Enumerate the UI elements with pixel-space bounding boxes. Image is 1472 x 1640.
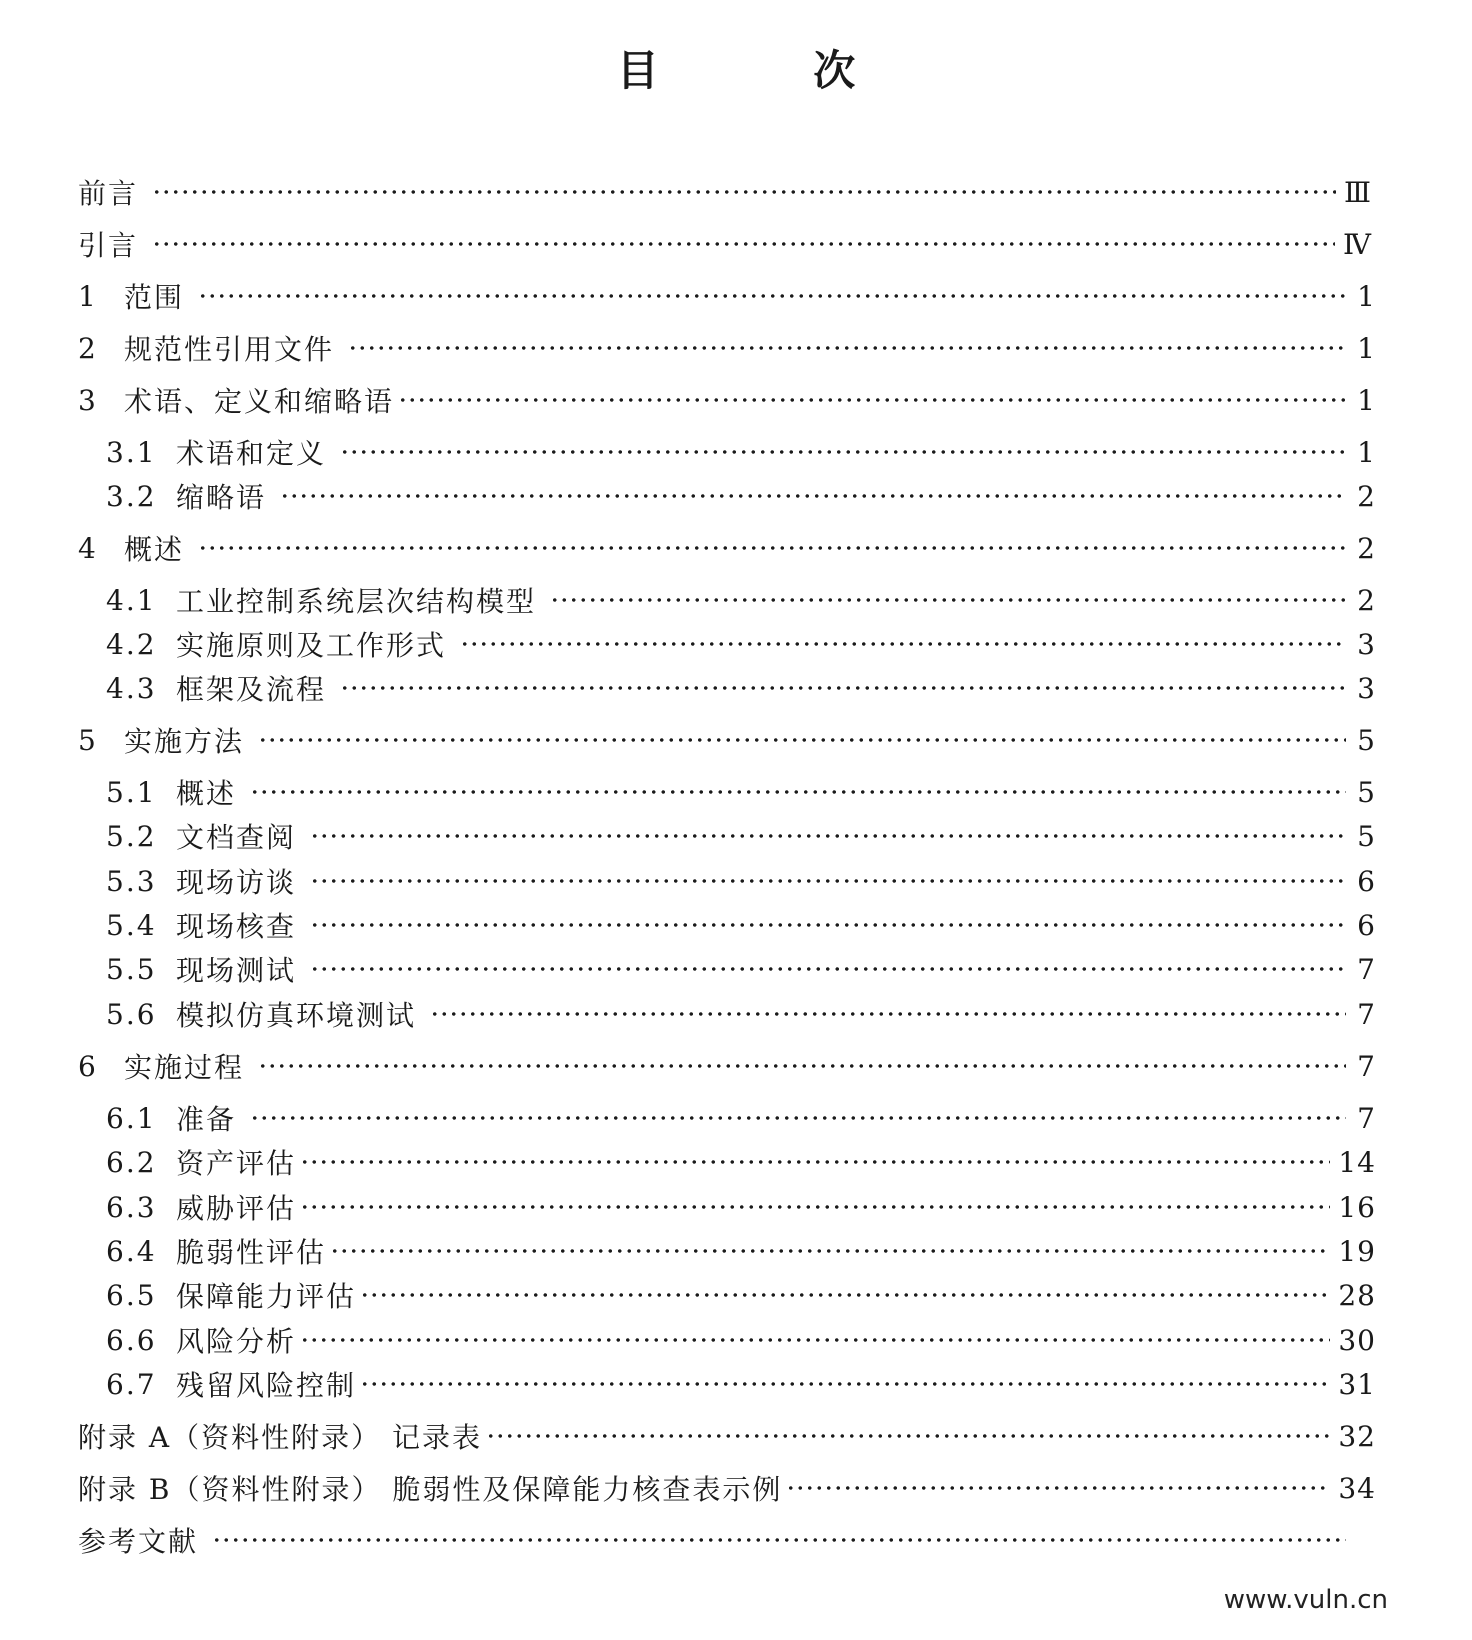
- toc-leader-dots: [250, 1116, 1346, 1120]
- toc-entry-number: 3: [78, 383, 98, 417]
- toc-entry-label: 风险分析: [176, 1325, 297, 1358]
- toc-entry-page: 14: [1338, 1145, 1376, 1179]
- toc-entry-page: 34: [1338, 1471, 1376, 1505]
- toc-entry-page: 5: [1357, 775, 1376, 809]
- toc-entry-number: 6.7: [106, 1367, 157, 1401]
- toc-entry-page: 32: [1338, 1419, 1376, 1453]
- toc-entry-page: 6: [1357, 864, 1376, 898]
- toc-leader-dots: [310, 834, 1346, 838]
- toc-leader-dots: [460, 642, 1346, 646]
- page-title: 目 次: [616, 46, 926, 95]
- toc-entry[interactable]: [106, 1275, 1376, 1315]
- toc-leader-dots: [310, 879, 1346, 883]
- toc-entry-page: Ⅲ: [1343, 175, 1372, 209]
- toc-entry-label: 残留风险控制: [176, 1369, 357, 1402]
- toc-entry-page: 7: [1357, 1101, 1376, 1135]
- toc-leader-dots: [360, 1293, 1330, 1297]
- toc-entry[interactable]: [78, 328, 1376, 368]
- watermark: www.vuln.cn: [1220, 1585, 1392, 1615]
- toc-entry-number: 5.4: [106, 908, 157, 942]
- toc-entry-label: 规范性引用文件: [124, 333, 335, 366]
- toc-entry-page: 6: [1357, 908, 1376, 942]
- toc-entry[interactable]: [106, 624, 1376, 664]
- toc-entry[interactable]: [106, 1320, 1376, 1360]
- toc-entry-page: 1: [1357, 435, 1376, 469]
- toc-entry-page: Ⅳ: [1343, 227, 1372, 261]
- toc-entry[interactable]: [78, 380, 1376, 420]
- toc-entry[interactable]: [106, 1187, 1376, 1227]
- toc-entry-page: 19: [1338, 1234, 1376, 1268]
- toc-leader-dots: [280, 494, 1346, 498]
- toc-entry-label: 脆弱性评估: [176, 1236, 327, 1269]
- toc-entry-label: 概述: [124, 533, 185, 566]
- toc-entry-label: 参考文献: [78, 1525, 199, 1558]
- toc-leader-dots: [300, 1205, 1330, 1209]
- toc-entry-number: 1: [78, 279, 98, 313]
- toc-entry[interactable]: [106, 772, 1376, 812]
- toc-entry-number: 5.6: [106, 997, 157, 1031]
- toc-entry-label: 文档查阅: [176, 821, 297, 854]
- toc-entry-number: 6.3: [106, 1190, 157, 1224]
- toc-entry[interactable]: [106, 476, 1376, 516]
- toc-entry-label: 威胁评估: [176, 1192, 297, 1225]
- toc-entry-page: 1: [1357, 383, 1376, 417]
- toc-entry-number: 6: [78, 1049, 98, 1083]
- toc-entry[interactable]: [106, 905, 1376, 945]
- toc-entry-number: 5.3: [106, 864, 157, 898]
- toc-entry-label: 资产评估: [176, 1147, 297, 1180]
- toc-entry-label: 引言: [78, 229, 139, 262]
- toc-entry[interactable]: [78, 720, 1376, 760]
- toc-leader-dots: [258, 738, 1346, 742]
- toc-entry-page: 3: [1357, 671, 1376, 705]
- toc-entry-page: 3: [1357, 627, 1376, 661]
- toc-leader-dots: [398, 398, 1346, 402]
- toc-entry-label: 框架及流程: [176, 673, 327, 706]
- toc-entry-page: 1: [1357, 279, 1376, 313]
- toc-entry[interactable]: [106, 1142, 1376, 1182]
- toc-entry-label: 现场核查: [176, 910, 297, 943]
- toc-entry-number: 6.6: [106, 1323, 157, 1357]
- toc-entry-page: 31: [1338, 1367, 1376, 1401]
- toc-entry-page: 5: [1357, 819, 1376, 853]
- toc-leader-dots: [212, 1538, 1346, 1542]
- toc-leader-dots: [430, 1012, 1346, 1016]
- toc-entry-page: 28: [1338, 1278, 1376, 1312]
- toc-leader-dots: [300, 1338, 1330, 1342]
- toc-entry-number: 6.1: [106, 1101, 157, 1135]
- toc-leader-dots: [310, 923, 1346, 927]
- toc-entry-page: 30: [1338, 1323, 1376, 1357]
- toc-entry-label: 实施原则及工作形式: [176, 629, 447, 662]
- toc-leader-dots: [486, 1434, 1330, 1438]
- toc-leader-dots: [786, 1486, 1330, 1490]
- toc-leader-dots: [198, 294, 1346, 298]
- toc-entry[interactable]: [106, 432, 1376, 472]
- toc-leader-dots: [340, 686, 1346, 690]
- toc-entry-number: 6.4: [106, 1234, 157, 1268]
- toc-entry-label: 工业控制系统层次结构模型: [176, 585, 537, 618]
- toc-entry-number: 4.2: [106, 627, 157, 661]
- toc-leader-dots: [340, 450, 1346, 454]
- toc-entry-page: 2: [1357, 479, 1376, 513]
- toc-entry-page: 16: [1338, 1190, 1376, 1224]
- toc-entry-label: 实施方法: [124, 725, 245, 758]
- toc-entry-page: 2: [1357, 531, 1376, 565]
- toc-leader-dots: [152, 242, 1335, 246]
- toc-entry-number: 5.2: [106, 819, 157, 853]
- toc-entry-label: 概述: [176, 777, 237, 810]
- toc-leader-dots: [310, 967, 1346, 971]
- toc-entry-label: 附录 A（资料性附录） 记录表: [78, 1421, 483, 1454]
- toc-entry-page: 5: [1357, 723, 1376, 757]
- toc-entry[interactable]: [106, 1098, 1376, 1138]
- toc-entry-page: 7: [1357, 997, 1376, 1031]
- toc-entry[interactable]: [78, 276, 1376, 316]
- toc-entry-label: 模拟仿真环境测试: [176, 999, 417, 1032]
- toc-entry-page: 2: [1357, 583, 1376, 617]
- toc-entry-number: 6.5: [106, 1278, 157, 1312]
- toc-entry-label: 术语和定义: [176, 437, 327, 470]
- toc-entry-number: 5: [78, 723, 98, 757]
- toc-entry-label: 附录 B（资料性附录） 脆弱性及保障能力核查表示例: [78, 1473, 783, 1506]
- toc-entry-page: 7: [1357, 952, 1376, 986]
- toc-leader-dots: [250, 790, 1346, 794]
- toc-leader-dots: [330, 1249, 1330, 1253]
- toc-entry-number: 6.2: [106, 1145, 157, 1179]
- toc-entry[interactable]: [106, 1231, 1376, 1271]
- toc-entry-number: 3.1: [106, 435, 157, 469]
- toc-entry[interactable]: [78, 224, 1372, 264]
- toc-leader-dots: [198, 546, 1346, 550]
- toc-entry-label: 术语、定义和缩略语: [124, 385, 395, 418]
- toc-entry-number: 4: [78, 531, 98, 565]
- toc-entry[interactable]: [106, 994, 1376, 1034]
- toc-entry[interactable]: [106, 1364, 1376, 1404]
- toc-entry-number: 4.1: [106, 583, 157, 617]
- toc-entry[interactable]: [78, 1520, 1376, 1560]
- toc-entry-label: 保障能力评估: [176, 1280, 357, 1313]
- toc-leader-dots: [348, 346, 1346, 350]
- toc-leader-dots: [550, 598, 1346, 602]
- toc-entry[interactable]: [106, 580, 1376, 620]
- toc-entry-number: 2: [78, 331, 98, 365]
- toc-entry[interactable]: [78, 528, 1376, 568]
- toc-entry[interactable]: [78, 1416, 1376, 1456]
- toc-entry-number: 5.1: [106, 775, 157, 809]
- toc-entry[interactable]: [78, 1046, 1376, 1086]
- toc-entry[interactable]: [78, 1468, 1376, 1508]
- toc-entry[interactable]: [106, 861, 1376, 901]
- toc-entry-label: 范围: [124, 281, 185, 314]
- toc-entry-page: 7: [1357, 1049, 1376, 1083]
- toc-entry-label: 实施过程: [124, 1051, 245, 1084]
- toc-entry-label: 现场测试: [176, 954, 297, 987]
- toc-leader-dots: [360, 1382, 1330, 1386]
- toc-entry[interactable]: [106, 816, 1376, 856]
- toc-leader-dots: [152, 190, 1336, 194]
- toc-entry-page: 1: [1357, 331, 1376, 365]
- toc-entry[interactable]: [106, 949, 1376, 989]
- toc-entry-label: 缩略语: [176, 481, 267, 514]
- toc-entry-number: 5.5: [106, 952, 157, 986]
- toc-entry[interactable]: [78, 172, 1372, 212]
- toc-entry[interactable]: [106, 668, 1376, 708]
- toc-entry-label: 前言: [78, 177, 139, 210]
- toc-leader-dots: [300, 1160, 1330, 1164]
- toc-leader-dots: [258, 1064, 1346, 1068]
- toc-entry-label: 准备: [176, 1103, 237, 1136]
- toc-entry-number: 3.2: [106, 479, 157, 513]
- toc-entry-number: 4.3: [106, 671, 157, 705]
- toc-entry-label: 现场访谈: [176, 866, 297, 899]
